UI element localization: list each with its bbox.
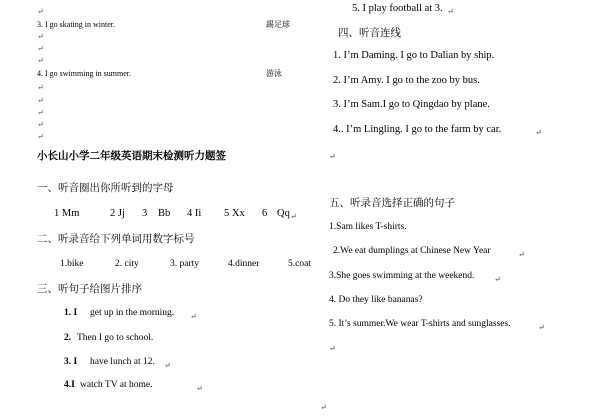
word-item: 4.dinner [228,259,260,269]
paragraph-mark: ↵ [37,32,44,41]
paragraph-mark: ↵ [37,132,44,141]
choice-item: 4. Do they like bananas? [329,295,423,305]
paragraph-mark: ↵ [320,403,327,412]
paragraph-mark: ↵ [37,120,44,129]
paragraph-mark: ↵ [518,250,525,259]
choice-item: 5. It’s summer.We wear T-shirts and sunglasses. [329,319,511,329]
sentence-number: 1. I [64,308,78,318]
match-item: 2. I’m Amy. I go to the zoo by bus. [333,75,480,86]
sentence-text: get up in the morning. [90,308,175,318]
sentence-number: 3. I [64,357,78,367]
paragraph-mark: ↵ [494,275,501,284]
section-3-heading: 三、听句子给图片排序 [37,283,142,295]
question-3-chinese: 踢足球 [266,20,290,29]
sentence-number: 4.I [64,380,75,390]
paragraph-mark: ↵ [329,152,336,161]
page-title: 小长山小学二年级英语期末检测听力题签 [37,150,226,162]
match-item: 4.. I’m Lingling. I go to the farm by car. [333,124,502,135]
section-1-heading: 一、听音圈出你所听到的字母 [37,182,174,194]
paragraph-mark: ↵ [37,44,44,53]
paragraph-mark: ↵ [535,128,542,137]
question-3-text: 3. I go skating in winter. [37,20,115,29]
letter-item: 5 Xx [224,208,245,219]
letter-item: Qq [277,208,290,219]
choice-item: 2.We eat dumplings at Chinese New Year [333,246,491,256]
match-item: 1. I’m Daming. I go to Dalian by ship. [333,50,495,61]
letter-item: 6 [262,208,268,219]
paragraph-mark: ↵ [37,56,44,65]
paragraph-mark: ↵ [447,7,454,16]
letter-item: Bb [158,208,171,219]
sentence-text: Then I go to school. [77,333,154,343]
match-item: 3. I’m Sam.I go to Qingdao by plane. [333,99,490,110]
paragraph-mark: ↵ [164,361,171,370]
paragraph-mark: ↵ [37,96,44,105]
section-4-heading: 四、听音连线 [338,27,401,39]
sentence-text: have lunch at 12. [90,357,155,367]
letter-item: 3 [142,208,148,219]
choice-item: 3.She goes swimming at the weekend. [329,271,475,281]
paragraph-mark: ↵ [290,212,297,221]
paragraph-mark: ↵ [329,344,336,353]
sentence-text: 5. I play football at 3. [352,3,443,14]
word-item: 1.bike [60,259,84,269]
paragraph-mark: ↵ [37,83,44,92]
paragraph-mark: ↵ [196,384,203,393]
word-item: 5.coat [288,259,311,269]
section-5-heading: 五、听录音选择正确的句子 [329,197,455,209]
question-4-chinese: 游泳 [266,69,282,78]
sentence-text: watch TV at home. [80,380,153,390]
section-2-heading: 二、听录音给下列单词用数字标号 [37,233,195,245]
letter-item: 2 Jj [110,208,125,219]
letter-item: 4 Ii [187,208,202,219]
letter-item: 1 Mm [54,208,80,219]
paragraph-mark: ↵ [190,312,197,321]
paragraph-mark: ↵ [538,323,545,332]
question-4-text: 4. I go swimming in summer. [37,69,131,78]
word-item: 3. party [170,259,200,269]
sentence-number: 2. [64,333,72,343]
word-item: 2. city [115,259,139,269]
choice-item: 1.Sam likes T-shirts. [329,222,407,232]
paragraph-mark: ↵ [37,7,44,16]
paragraph-mark: ↵ [37,108,44,117]
